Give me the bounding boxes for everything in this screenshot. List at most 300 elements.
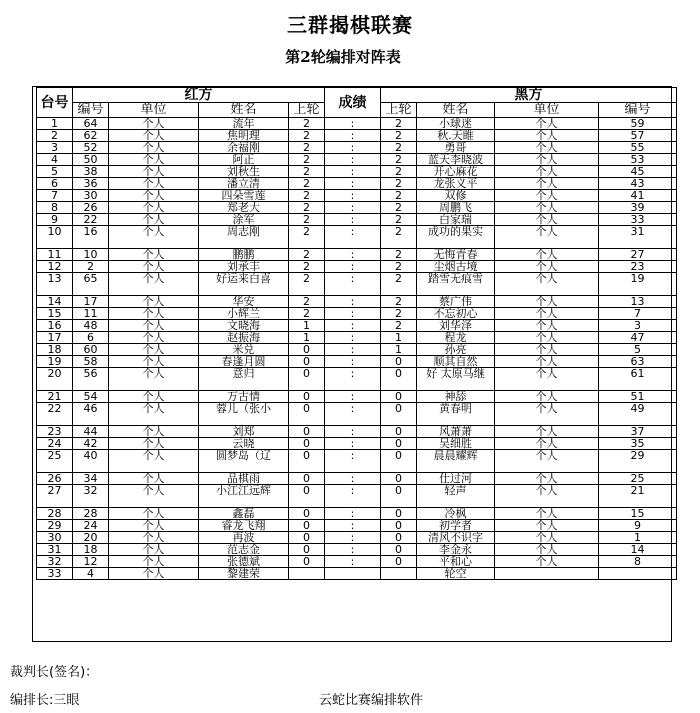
red-number-cell: 2 <box>73 261 109 273</box>
board-cell: 21 <box>37 391 73 403</box>
red-number-cell: 64 <box>73 118 109 130</box>
header-red-name: 姓名 <box>199 103 289 118</box>
black-prev-round-cell: 2 <box>381 154 417 166</box>
black-prev-round-cell: 2 <box>381 226 417 249</box>
black-number-cell: 45 <box>599 166 677 178</box>
red-name-cell: 阿正 <box>199 154 289 166</box>
black-name-cell: 孙亮 <box>417 344 495 356</box>
red-unit-cell: 个人 <box>109 320 199 332</box>
black-unit-cell: 个人 <box>495 249 599 261</box>
table-row <box>37 154 677 166</box>
red-name-cell: 郑老大 <box>199 202 289 214</box>
black-number-cell: 59 <box>599 118 677 130</box>
page-subtitle: 第2轮编排对阵表 <box>285 48 401 66</box>
black-prev-round-cell: 0 <box>381 426 417 438</box>
board-cell: 23 <box>37 426 73 438</box>
header-result: 成绩 <box>325 88 381 118</box>
red-unit-cell: 个人 <box>109 190 199 202</box>
table-row <box>37 508 677 520</box>
red-name-cell: 流年 <box>199 118 289 130</box>
black-unit-cell: 个人 <box>495 520 599 532</box>
red-unit-cell: 个人 <box>109 544 199 556</box>
black-name-cell: 刘华泽 <box>417 320 495 332</box>
table-row <box>37 403 677 426</box>
red-prev-round-cell: 0 <box>289 508 325 520</box>
red-prev-round-cell: 2 <box>289 118 325 130</box>
red-prev-round-cell: 2 <box>289 142 325 154</box>
board-cell: 26 <box>37 473 73 485</box>
red-unit-cell: 个人 <box>109 142 199 154</box>
red-unit-cell: 个人 <box>109 249 199 261</box>
red-number-cell: 28 <box>73 508 109 520</box>
result-cell: : <box>325 391 381 403</box>
black-prev-round-cell: 2 <box>381 130 417 142</box>
table-row <box>37 214 677 226</box>
result-cell: : <box>325 130 381 142</box>
result-cell: : <box>325 226 381 249</box>
red-prev-round-cell: 2 <box>289 308 325 320</box>
black-number-cell: 33 <box>599 214 677 226</box>
red-number-cell: 46 <box>73 403 109 426</box>
table-row <box>37 438 677 450</box>
black-name-cell: 轮空 <box>417 568 495 580</box>
red-number-cell: 34 <box>73 473 109 485</box>
red-name-cell: 鹏鹏 <box>199 249 289 261</box>
red-name-cell: 意归 <box>199 368 289 391</box>
black-prev-round-cell: 0 <box>381 556 417 568</box>
black-name-cell: 周鹏飞 <box>417 202 495 214</box>
result-cell: : <box>325 154 381 166</box>
pairing-rows <box>37 118 677 580</box>
red-unit-cell: 个人 <box>109 403 199 426</box>
black-number-cell: 39 <box>599 202 677 214</box>
black-name-cell: 冷枫 <box>417 508 495 520</box>
black-number-cell: 25 <box>599 473 677 485</box>
red-unit-cell: 个人 <box>109 568 199 580</box>
table-row <box>37 202 677 214</box>
board-cell: 2 <box>37 130 73 142</box>
table-row <box>37 544 677 556</box>
board-cell: 12 <box>37 261 73 273</box>
table-row <box>37 450 677 473</box>
black-number-cell: 15 <box>599 508 677 520</box>
black-prev-round-cell: 0 <box>381 473 417 485</box>
black-number-cell: 63 <box>599 356 677 368</box>
red-unit-cell: 个人 <box>109 438 199 450</box>
red-name-cell: 睿龙飞翔 <box>199 520 289 532</box>
header-black-number: 编号 <box>599 103 677 118</box>
red-prev-round-cell: 2 <box>289 226 325 249</box>
black-name-cell: 仕过河 <box>417 473 495 485</box>
black-prev-round-cell: 2 <box>381 118 417 130</box>
result-cell: : <box>325 214 381 226</box>
black-name-cell: 清风不识字 <box>417 532 495 544</box>
table-row <box>37 166 677 178</box>
red-number-cell: 60 <box>73 344 109 356</box>
black-prev-round-cell: 0 <box>381 391 417 403</box>
pairing-table <box>36 87 677 580</box>
red-number-cell: 11 <box>73 308 109 320</box>
red-unit-cell: 个人 <box>109 202 199 214</box>
red-prev-round-cell: 2 <box>289 202 325 214</box>
red-unit-cell: 个人 <box>109 426 199 438</box>
black-prev-round-cell: 2 <box>381 320 417 332</box>
result-cell: : <box>325 166 381 178</box>
red-prev-round-cell: 0 <box>289 368 325 391</box>
black-number-cell: 51 <box>599 391 677 403</box>
black-prev-round-cell: 0 <box>381 356 417 368</box>
header-red-prev-round: 上轮 <box>289 103 325 118</box>
header-black-side: 黑方 <box>381 88 677 103</box>
result-cell: : <box>325 520 381 532</box>
black-unit-cell: 个人 <box>495 142 599 154</box>
black-name-cell: 晨晨耀辉 <box>417 450 495 473</box>
black-number-cell: 61 <box>599 368 677 391</box>
black-prev-round-cell: 1 <box>381 332 417 344</box>
red-prev-round-cell: 2 <box>289 261 325 273</box>
red-name-cell: 刘郑 <box>199 426 289 438</box>
black-number-cell: 37 <box>599 426 677 438</box>
table-row <box>37 568 677 580</box>
black-number-cell: 9 <box>599 520 677 532</box>
red-prev-round-cell: 2 <box>289 130 325 142</box>
black-number-cell: 43 <box>599 178 677 190</box>
board-cell: 18 <box>37 344 73 356</box>
red-prev-round-cell: 1 <box>289 320 325 332</box>
result-cell: : <box>325 296 381 308</box>
black-name-cell: 神舔 <box>417 391 495 403</box>
red-name-cell: 云晓 <box>199 438 289 450</box>
red-prev-round-cell: 0 <box>289 450 325 473</box>
black-name-cell: 吴细胜 <box>417 438 495 450</box>
red-number-cell: 56 <box>73 368 109 391</box>
black-name-cell: 开心麻花 <box>417 166 495 178</box>
red-number-cell: 65 <box>73 273 109 296</box>
red-prev-round-cell: 0 <box>289 438 325 450</box>
red-unit-cell: 个人 <box>109 508 199 520</box>
red-name-cell: 蓉儿（张小 <box>199 403 289 426</box>
red-name-cell: 品棋雨 <box>199 473 289 485</box>
black-unit-cell: 个人 <box>495 226 599 249</box>
red-name-cell: 再波 <box>199 532 289 544</box>
black-unit-cell: 个人 <box>495 273 599 296</box>
red-number-cell: 40 <box>73 450 109 473</box>
black-number-cell: 5 <box>599 344 677 356</box>
black-unit-cell: 个人 <box>495 261 599 273</box>
red-name-cell: 潘立清 <box>199 178 289 190</box>
board-cell: 1 <box>37 118 73 130</box>
red-name-cell: 赵振海 <box>199 332 289 344</box>
red-number-cell: 17 <box>73 296 109 308</box>
red-unit-cell: 个人 <box>109 556 199 568</box>
table-row <box>37 308 677 320</box>
red-name-cell: 焦明理 <box>199 130 289 142</box>
black-prev-round-cell: 2 <box>381 308 417 320</box>
black-name-cell: 轻声 <box>417 485 495 508</box>
header-red-side: 红方 <box>73 88 325 103</box>
black-prev-round-cell: 0 <box>381 368 417 391</box>
red-unit-cell: 个人 <box>109 178 199 190</box>
red-prev-round-cell: 0 <box>289 473 325 485</box>
black-unit-cell: 个人 <box>495 403 599 426</box>
red-name-cell: 文晓海 <box>199 320 289 332</box>
black-prev-round-cell: 0 <box>381 403 417 426</box>
result-cell: : <box>325 261 381 273</box>
red-number-cell: 32 <box>73 485 109 508</box>
red-prev-round-cell: 0 <box>289 344 325 356</box>
red-prev-round-cell: 0 <box>289 544 325 556</box>
red-name-cell: 刘秋生 <box>199 166 289 178</box>
board-cell: 17 <box>37 332 73 344</box>
red-number-cell: 30 <box>73 190 109 202</box>
red-unit-cell: 个人 <box>109 344 199 356</box>
black-prev-round-cell <box>381 568 417 580</box>
result-cell: : <box>325 356 381 368</box>
black-unit-cell: 个人 <box>495 296 599 308</box>
header-black-name: 姓名 <box>417 103 495 118</box>
black-number-cell: 21 <box>599 485 677 508</box>
black-number-cell: 29 <box>599 450 677 473</box>
result-cell: : <box>325 508 381 520</box>
header-red-unit: 单位 <box>109 103 199 118</box>
black-prev-round-cell: 2 <box>381 296 417 308</box>
red-prev-round-cell: 0 <box>289 403 325 426</box>
table-row <box>37 190 677 202</box>
black-prev-round-cell: 2 <box>381 166 417 178</box>
red-name-cell: 万古情 <box>199 391 289 403</box>
board-cell: 11 <box>37 249 73 261</box>
black-number-cell: 49 <box>599 403 677 426</box>
red-name-cell: 张德斌 <box>199 556 289 568</box>
red-number-cell: 44 <box>73 426 109 438</box>
red-unit-cell: 个人 <box>109 296 199 308</box>
board-cell: 13 <box>37 273 73 296</box>
black-name-cell: 不忘初心 <box>417 308 495 320</box>
result-cell: : <box>325 320 381 332</box>
red-unit-cell: 个人 <box>109 473 199 485</box>
red-name-cell: 好运来白喜 <box>199 273 289 296</box>
arranger-label: 编排长:三眼 <box>10 693 80 708</box>
black-prev-round-cell: 2 <box>381 142 417 154</box>
red-unit-cell: 个人 <box>109 273 199 296</box>
black-unit-cell: 个人 <box>495 308 599 320</box>
black-prev-round-cell: 0 <box>381 450 417 473</box>
red-number-cell: 6 <box>73 332 109 344</box>
black-number-cell: 13 <box>599 296 677 308</box>
black-name-cell: 黄春明 <box>417 403 495 426</box>
red-number-cell: 62 <box>73 130 109 142</box>
red-number-cell: 36 <box>73 178 109 190</box>
red-number-cell: 26 <box>73 202 109 214</box>
black-prev-round-cell: 0 <box>381 508 417 520</box>
table-row <box>37 118 677 130</box>
board-cell: 15 <box>37 308 73 320</box>
red-unit-cell: 个人 <box>109 450 199 473</box>
black-prev-round-cell: 2 <box>381 261 417 273</box>
black-number-cell: 55 <box>599 142 677 154</box>
black-name-cell: 成功的果实 <box>417 226 495 249</box>
table-row <box>37 261 677 273</box>
board-cell: 24 <box>37 438 73 450</box>
board-cell: 9 <box>37 214 73 226</box>
red-unit-cell: 个人 <box>109 308 199 320</box>
table-row <box>37 320 677 332</box>
red-name-cell: 春逢月圆 <box>199 356 289 368</box>
page-title: 三群揭棋联赛 <box>287 13 413 37</box>
header-black-prev-round: 上轮 <box>381 103 417 118</box>
black-name-cell: 双修 <box>417 190 495 202</box>
red-name-cell: 鑫磊 <box>199 508 289 520</box>
table-row <box>37 426 677 438</box>
red-unit-cell: 个人 <box>109 332 199 344</box>
red-unit-cell: 个人 <box>109 391 199 403</box>
black-unit-cell: 个人 <box>495 368 599 391</box>
red-prev-round-cell: 2 <box>289 214 325 226</box>
result-cell <box>325 568 381 580</box>
red-prev-round-cell: 2 <box>289 178 325 190</box>
black-unit-cell: 个人 <box>495 485 599 508</box>
red-name-cell: 刘承丰 <box>199 261 289 273</box>
red-prev-round-cell: 0 <box>289 532 325 544</box>
red-unit-cell: 个人 <box>109 154 199 166</box>
black-name-cell: 蓝天李晓波 <box>417 154 495 166</box>
red-number-cell: 38 <box>73 166 109 178</box>
red-prev-round-cell: 2 <box>289 296 325 308</box>
black-number-cell: 27 <box>599 249 677 261</box>
board-cell: 8 <box>37 202 73 214</box>
red-prev-round-cell: 0 <box>289 391 325 403</box>
black-name-cell: 勇哥 <box>417 142 495 154</box>
red-prev-round-cell: 1 <box>289 332 325 344</box>
result-cell: : <box>325 118 381 130</box>
result-cell: : <box>325 485 381 508</box>
board-cell: 25 <box>37 450 73 473</box>
black-name-cell: 好 太原马继 <box>417 368 495 391</box>
black-prev-round-cell: 0 <box>381 532 417 544</box>
red-name-cell: 华安 <box>199 296 289 308</box>
black-unit-cell: 个人 <box>495 332 599 344</box>
table-row <box>37 520 677 532</box>
black-name-cell: 秋.天睢 <box>417 130 495 142</box>
board-cell: 31 <box>37 544 73 556</box>
black-unit-cell: 个人 <box>495 532 599 544</box>
black-unit-cell: 个人 <box>495 356 599 368</box>
black-name-cell: 顺其自然 <box>417 356 495 368</box>
red-unit-cell: 个人 <box>109 368 199 391</box>
board-cell: 29 <box>37 520 73 532</box>
black-unit-cell: 个人 <box>495 166 599 178</box>
red-unit-cell: 个人 <box>109 520 199 532</box>
black-number-cell: 7 <box>599 308 677 320</box>
result-cell: : <box>325 178 381 190</box>
result-cell: : <box>325 450 381 473</box>
result-cell: : <box>325 344 381 356</box>
table-row <box>37 532 677 544</box>
black-name-cell: 小球迷 <box>417 118 495 130</box>
red-unit-cell: 个人 <box>109 130 199 142</box>
board-cell: 7 <box>37 190 73 202</box>
table-row <box>37 249 677 261</box>
black-unit-cell: 个人 <box>495 473 599 485</box>
black-name-cell: 平和心 <box>417 556 495 568</box>
black-prev-round-cell: 2 <box>381 249 417 261</box>
black-number-cell: 3 <box>599 320 677 332</box>
board-cell: 14 <box>37 296 73 308</box>
result-cell: : <box>325 273 381 296</box>
table-row <box>37 356 677 368</box>
black-number-cell: 19 <box>599 273 677 296</box>
red-name-cell: 小辉兰 <box>199 308 289 320</box>
red-number-cell: 52 <box>73 142 109 154</box>
black-number-cell: 23 <box>599 261 677 273</box>
red-unit-cell: 个人 <box>109 356 199 368</box>
board-cell: 28 <box>37 508 73 520</box>
header-black-unit: 单位 <box>495 103 599 118</box>
black-unit-cell: 个人 <box>495 438 599 450</box>
red-name-cell: 周志刚 <box>199 226 289 249</box>
header-board: 台号 <box>37 88 73 118</box>
header-red-number: 编号 <box>73 103 109 118</box>
table-row <box>37 368 677 391</box>
result-cell: : <box>325 202 381 214</box>
board-cell: 32 <box>37 556 73 568</box>
black-unit-cell: 个人 <box>495 202 599 214</box>
black-name-cell: 无悔青春 <box>417 249 495 261</box>
red-number-cell: 48 <box>73 320 109 332</box>
red-prev-round-cell: 2 <box>289 249 325 261</box>
red-number-cell: 50 <box>73 154 109 166</box>
red-name-cell: 范志金 <box>199 544 289 556</box>
black-number-cell <box>599 568 677 580</box>
black-name-cell: 李金永 <box>417 544 495 556</box>
red-unit-cell: 个人 <box>109 226 199 249</box>
red-number-cell: 24 <box>73 520 109 532</box>
red-prev-round-cell: 0 <box>289 426 325 438</box>
board-cell: 10 <box>37 226 73 249</box>
board-cell: 4 <box>37 154 73 166</box>
result-cell: : <box>325 332 381 344</box>
result-cell: : <box>325 556 381 568</box>
black-prev-round-cell: 2 <box>381 273 417 296</box>
board-cell: 19 <box>37 356 73 368</box>
red-prev-round-cell <box>289 568 325 580</box>
red-number-cell: 54 <box>73 391 109 403</box>
black-prev-round-cell: 2 <box>381 214 417 226</box>
table-row <box>37 296 677 308</box>
red-name-cell: 圆梦岛（辽 <box>199 450 289 473</box>
red-name-cell: 涂军 <box>199 214 289 226</box>
red-name-cell: 余福刚 <box>199 142 289 154</box>
red-prev-round-cell: 2 <box>289 166 325 178</box>
result-cell: : <box>325 190 381 202</box>
board-cell: 30 <box>37 532 73 544</box>
result-cell: : <box>325 308 381 320</box>
black-prev-round-cell: 1 <box>381 344 417 356</box>
black-unit-cell: 个人 <box>495 190 599 202</box>
red-number-cell: 18 <box>73 544 109 556</box>
red-unit-cell: 个人 <box>109 166 199 178</box>
red-prev-round-cell: 2 <box>289 190 325 202</box>
red-unit-cell: 个人 <box>109 532 199 544</box>
black-name-cell: 龙张义平 <box>417 178 495 190</box>
red-number-cell: 20 <box>73 532 109 544</box>
software-label: 云蛇比赛编排软件 <box>319 693 424 708</box>
red-unit-cell: 个人 <box>109 118 199 130</box>
black-name-cell: 初学者 <box>417 520 495 532</box>
black-number-cell: 53 <box>599 154 677 166</box>
result-cell: : <box>325 249 381 261</box>
black-unit-cell: 个人 <box>495 426 599 438</box>
